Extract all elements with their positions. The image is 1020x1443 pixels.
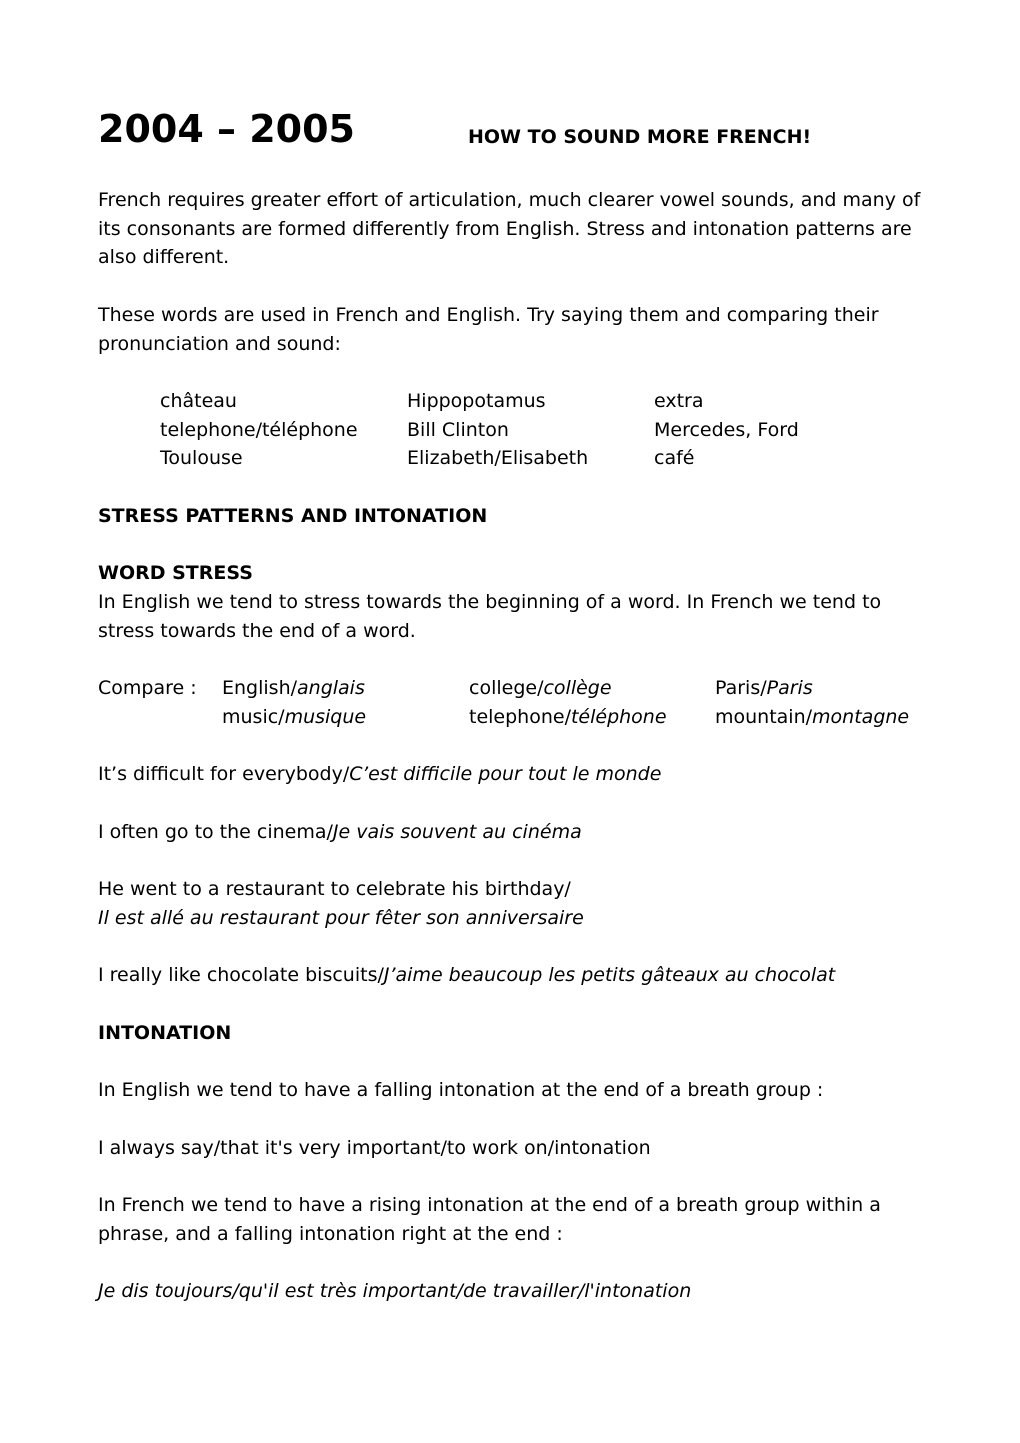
year-range-title: 2004 – 2005 <box>98 107 355 151</box>
compare-pair: English/anglais <box>222 677 365 699</box>
table-cell: château <box>160 390 237 412</box>
example-sentence: It’s difficult for everybody/C’est difficile pour tout le monde <box>98 763 662 785</box>
compare-pair: Paris/Paris <box>715 677 813 699</box>
word-stress-text: In English we tend to stress towards the beginning of a word. In French we tend to stress towards the end of a word. <box>98 591 882 642</box>
example-sentence: He went to a restaurant to celebrate his birthday/ <box>98 878 571 900</box>
subheading-word-stress: WORD STRESS <box>98 562 253 584</box>
intro-paragraph-1: French requires greater effort of articulation, much clearer vowel sounds, and many of its consonants are formed differently from English. Stress and intonation patterns are also different. <box>98 189 921 269</box>
intonation-english-text: In English we tend to have a falling intonation at the end of a breath group : <box>98 1079 824 1101</box>
intonation-english-example: I always say/that it's very important/to work on/intonation <box>98 1137 651 1159</box>
intro-paragraph-2: These words are used in French and English. Try saying them and comparing their pronunciation and sound: <box>98 304 879 355</box>
compare-label: Compare : <box>98 677 197 699</box>
table-cell: Elizabeth/Elisabeth <box>407 447 589 469</box>
page-title: HOW TO SOUND MORE FRENCH! <box>468 126 812 148</box>
example-sentence: I really like chocolate biscuits/J’aime beaucoup les petits gâteaux au chocolat <box>98 964 836 986</box>
example-sentence: I often go to the cinema/Je vais souvent au cinéma <box>98 821 582 843</box>
compare-pair: mountain/montagne <box>715 706 910 728</box>
table-cell: Hippopotamus <box>407 390 546 412</box>
table-cell: extra <box>654 390 704 412</box>
compare-pair: college/collège <box>469 677 612 699</box>
intonation-french-text: In French we tend to have a rising intonation at the end of a breath group within a phrase, and a falling intonation right at the end : <box>98 1194 881 1245</box>
table-cell: Bill Clinton <box>407 419 509 441</box>
compare-pair: music/musique <box>222 706 367 728</box>
table-cell: Mercedes, Ford <box>654 419 799 441</box>
table-cell: Toulouse <box>160 447 243 469</box>
section-heading-stress: STRESS PATTERNS AND INTONATION <box>98 505 488 527</box>
compare-pair: telephone/téléphone <box>469 706 667 728</box>
table-cell: telephone/téléphone <box>160 419 358 441</box>
example-sentence-translation: Il est allé au restaurant pour fêter son anniversaire <box>98 907 584 929</box>
intonation-french-example: Je dis toujours/qu'il est très important/de travailler/l'intonation <box>98 1280 692 1302</box>
table-cell: café <box>654 447 695 469</box>
section-heading-intonation: INTONATION <box>98 1022 232 1044</box>
